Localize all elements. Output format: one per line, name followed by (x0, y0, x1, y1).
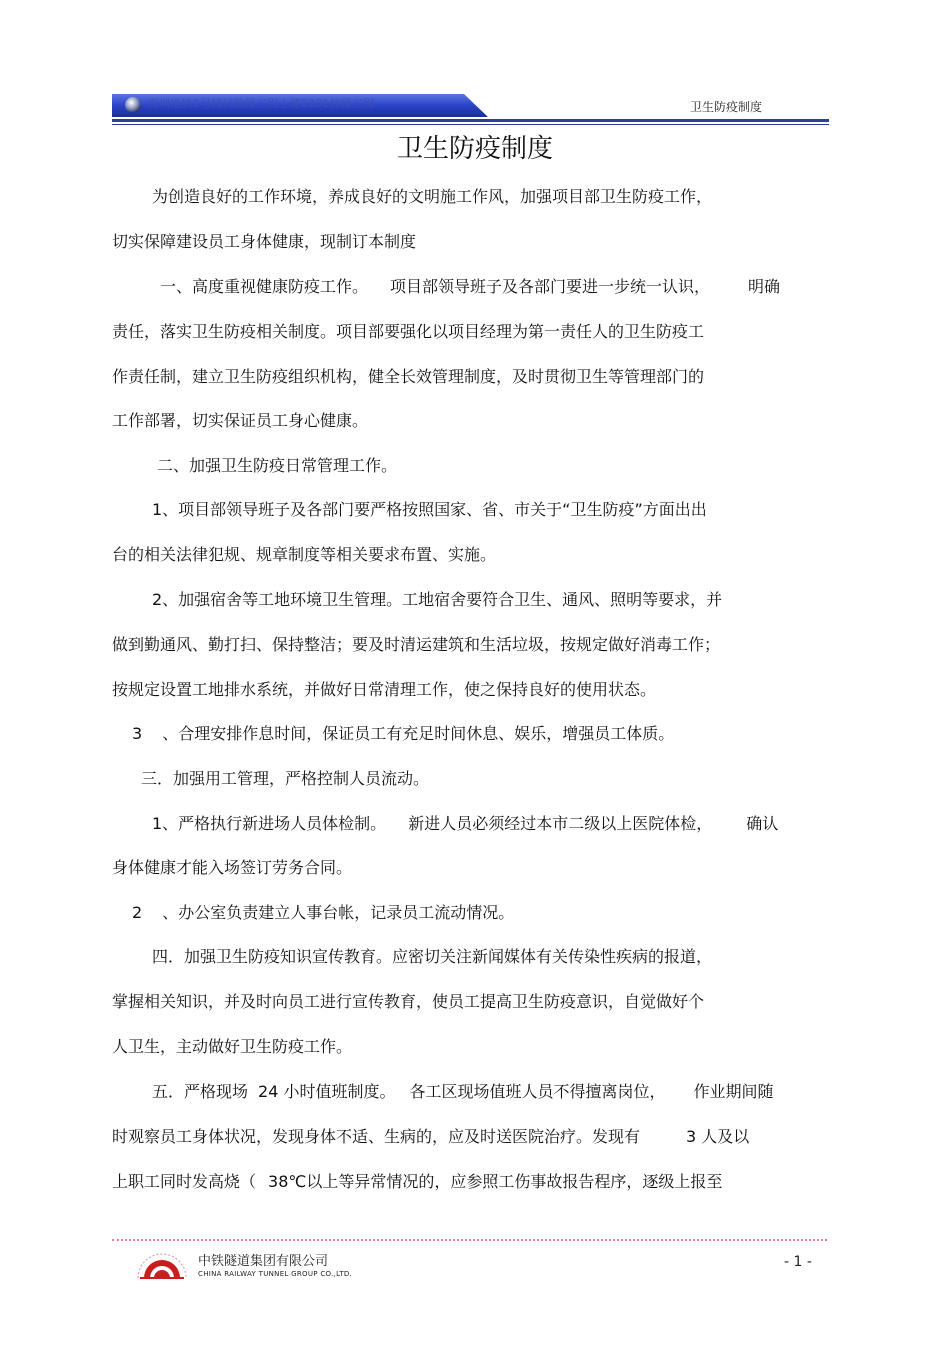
footer-company-en: CHINA RAILWAY TUNNEL GROUP CO.,LTD. (198, 1270, 353, 1278)
text-run: 、合理安排作息时间，保证员工有充足时间休息、娱乐，增强员工体质。 (162, 724, 675, 743)
paragraph-line: 工作部署，切实保证员工身心健康。 (112, 411, 369, 430)
paragraph-line: 切实保障建设员工身体健康，现制订本制度 (112, 232, 417, 251)
paragraph-line: 人卫生，主动做好卫生防疫工作。 (112, 1037, 353, 1056)
paragraph-line: 做到勤通风、勤打扫、保持整洁；要及时清运建筑和生活垃圾，按规定做好消毒工作； (112, 635, 721, 654)
footer-rule (112, 1239, 827, 1241)
paragraph-line (152, 1082, 774, 1102)
section-heading-2: 二、加强卫生防疫日常管理工作。 (157, 456, 398, 475)
paragraph-line: 台的相关法律犯规、规章制度等相关要求布置、实施。 (112, 545, 497, 564)
globe-icon (125, 97, 141, 113)
paragraph-line: 2、加强宿舍等工地环境卫生管理。工地宿舍要符合卫生、通风、照明等要求，并 (152, 590, 723, 609)
header-doc-title: 卫生防疫制度 (690, 100, 763, 114)
section-heading-5: 五．严格现场 (152, 1082, 249, 1101)
text-run: 确认 (746, 814, 779, 833)
paragraph-line (132, 903, 514, 923)
text-run: 38℃以上等异常情况的，应参照工伤事故报告程序，逐级上报至 (268, 1172, 723, 1191)
section-heading-3: 三．加强用工管理，严格控制人员流动。 (141, 769, 430, 788)
header-rule (112, 119, 829, 122)
paragraph-line (160, 277, 780, 297)
footer-company-cn: 中铁隧道集团有限公司 (198, 1254, 329, 1269)
paragraph-line: 作责任制，建立卫生防疫组织机构，健全长效管理制度，及时贯彻卫生等管理部门的 (112, 367, 705, 386)
text-run: 时观察员工身体状况，发现身体不适、生病的，应及时送医院治疗。发现有 (112, 1127, 641, 1146)
text-run: 作业期间随 (693, 1082, 774, 1101)
paragraph-line: 身体健康才能入场签订劳务合同。 (112, 858, 353, 877)
text-run: 上职工同时发高烧（ (112, 1172, 257, 1191)
paragraph-line (112, 1127, 749, 1147)
page-number: - 1 - (784, 1254, 812, 1270)
text-run: 3 人及以 (686, 1127, 750, 1146)
text-run: 24 小时值班制度。 (258, 1082, 396, 1101)
text-run: 新进人员必须经过本市二级以上医院体检， (408, 814, 713, 833)
paragraph-line (112, 1172, 722, 1192)
header-rule-thin (112, 124, 829, 125)
text-run: 各工区现场值班人员不得擅离岗位， (409, 1082, 666, 1101)
header-project-name: 深圳地铁2号线试验段工程土建2201标段工程 (148, 97, 375, 110)
text-run: 项目部领导班子及各部门要进一步统一认识， (390, 277, 711, 296)
paragraph-line: 按规定设置工地排水系统，并做好日常清理工作，使之保持良好的使用状态。 (112, 680, 657, 699)
tunnel-logo-icon (134, 1248, 190, 1280)
paragraph-line: 掌握相关知识，并及时向员工进行宣传教育，使员工提高卫生防疫意识，自觉做好个 (112, 992, 705, 1011)
item-number: 2 (132, 903, 143, 922)
page-title: 卫生防疫制度 (396, 134, 553, 164)
item-number: 3 (132, 724, 143, 743)
paragraph-line (132, 724, 674, 744)
text-run: 、办公室负责建立人事台帐，记录员工流动情况。 (162, 903, 515, 922)
company-logo (134, 1248, 190, 1284)
paragraph-line: 为创造良好的工作环境，养成良好的文明施工作风，加强项目部卫生防疫工作， (152, 187, 713, 206)
text-run: 1、严格执行新进场人员体检制。 (152, 814, 387, 833)
section-heading-4: 四．加强卫生防疫知识宣传教育。应密切关注新闻媒体有关传染性疾病的报道， (152, 947, 713, 966)
section-heading-1: 一、高度重视健康防疫工作。 (160, 277, 369, 296)
paragraph-line: 1、项目部领导班子及各部门要严格按照国家、省、市关于“卫生防疫”方面出出 (152, 500, 707, 519)
paragraph-line (152, 814, 778, 834)
paragraph-line: 责任，落实卫生防疫相关制度。项目部要强化以项目经理为第一责任人的卫生防疫工 (112, 322, 705, 341)
text-run: 明确 (748, 277, 781, 296)
